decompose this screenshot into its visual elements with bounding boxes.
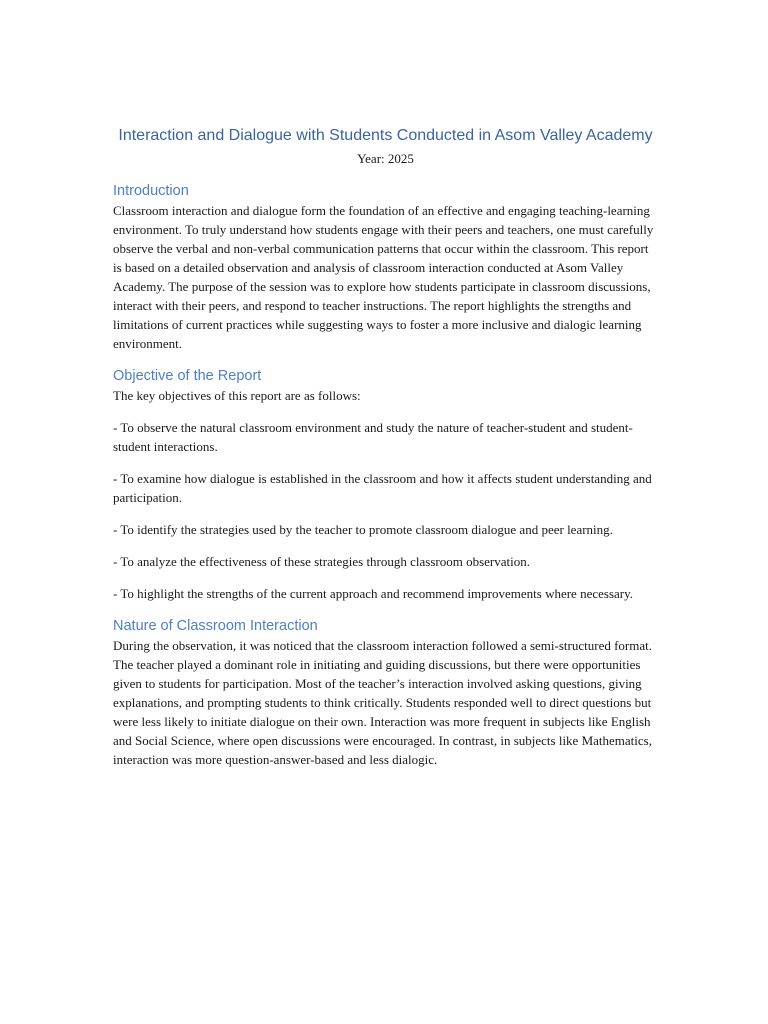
- objective-item: - To analyze the effectiveness of these strategies through classroom observation.: [113, 554, 531, 569]
- objective-item: - To identify the strategies used by the teacher to promote classroom dialogue and peer learning.: [113, 522, 613, 537]
- document-page: [113, 123, 658, 769]
- objective-item: - To examine how dialogue is established in the classroom and how it affects student understanding and participation.: [113, 471, 652, 505]
- section-heading-objective: Objective of the Report: [113, 368, 262, 384]
- objective-item: - To highlight the strengths of the current approach and recommend improvements where necessary.: [113, 586, 634, 601]
- objective-item: - To observe the natural classroom environment and study the nature of teacher-student and student-student interactions.: [113, 420, 633, 454]
- objective-lead-paragraph: The key objectives of this report are as follows:: [113, 388, 361, 403]
- nature-paragraph: During the observation, it was noticed that the classroom interaction followed a semi-structured format. The teacher played a dominant role in initiating and guiding discussions, but there were opportunities given to students for participation. Most of the teacher’s interaction involved asking questions, giving explanations, and prompting students to think critically. Students responded well to direct questions but were less likely to initiate dialogue on their own. Interaction was more frequent in subjects like English and Social Science, where open discussions were encouraged. In contrast, in subjects like Mathematics, interaction was more question-answer-based and less dialogic.: [113, 638, 652, 767]
- document-year: Year: 2025: [357, 151, 414, 166]
- section-heading-nature: Nature of Classroom Interaction: [113, 618, 318, 634]
- objective-list: [113, 418, 658, 603]
- document-title: Interaction and Dialogue with Students Conducted in Asom Valley Academy: [118, 127, 653, 144]
- introduction-paragraph: Classroom interaction and dialogue form the foundation of an effective and engaging teaching-learning environment. To truly understand how students engage with their peers and teachers, one must carefully observe the verbal and non-verbal communication patterns that occur within the classroom. This report is based on a detailed observation and analysis of classroom interaction conducted at Asom Valley Academy. The purpose of the session was to explore how students participate in classroom discussions, interact with their peers, and respond to teacher instructions. The report highlights the strengths and limitations of current practices while suggesting ways to foster a more inclusive and dialogic learning environment.: [113, 203, 654, 351]
- section-heading-introduction: Introduction: [113, 183, 189, 199]
